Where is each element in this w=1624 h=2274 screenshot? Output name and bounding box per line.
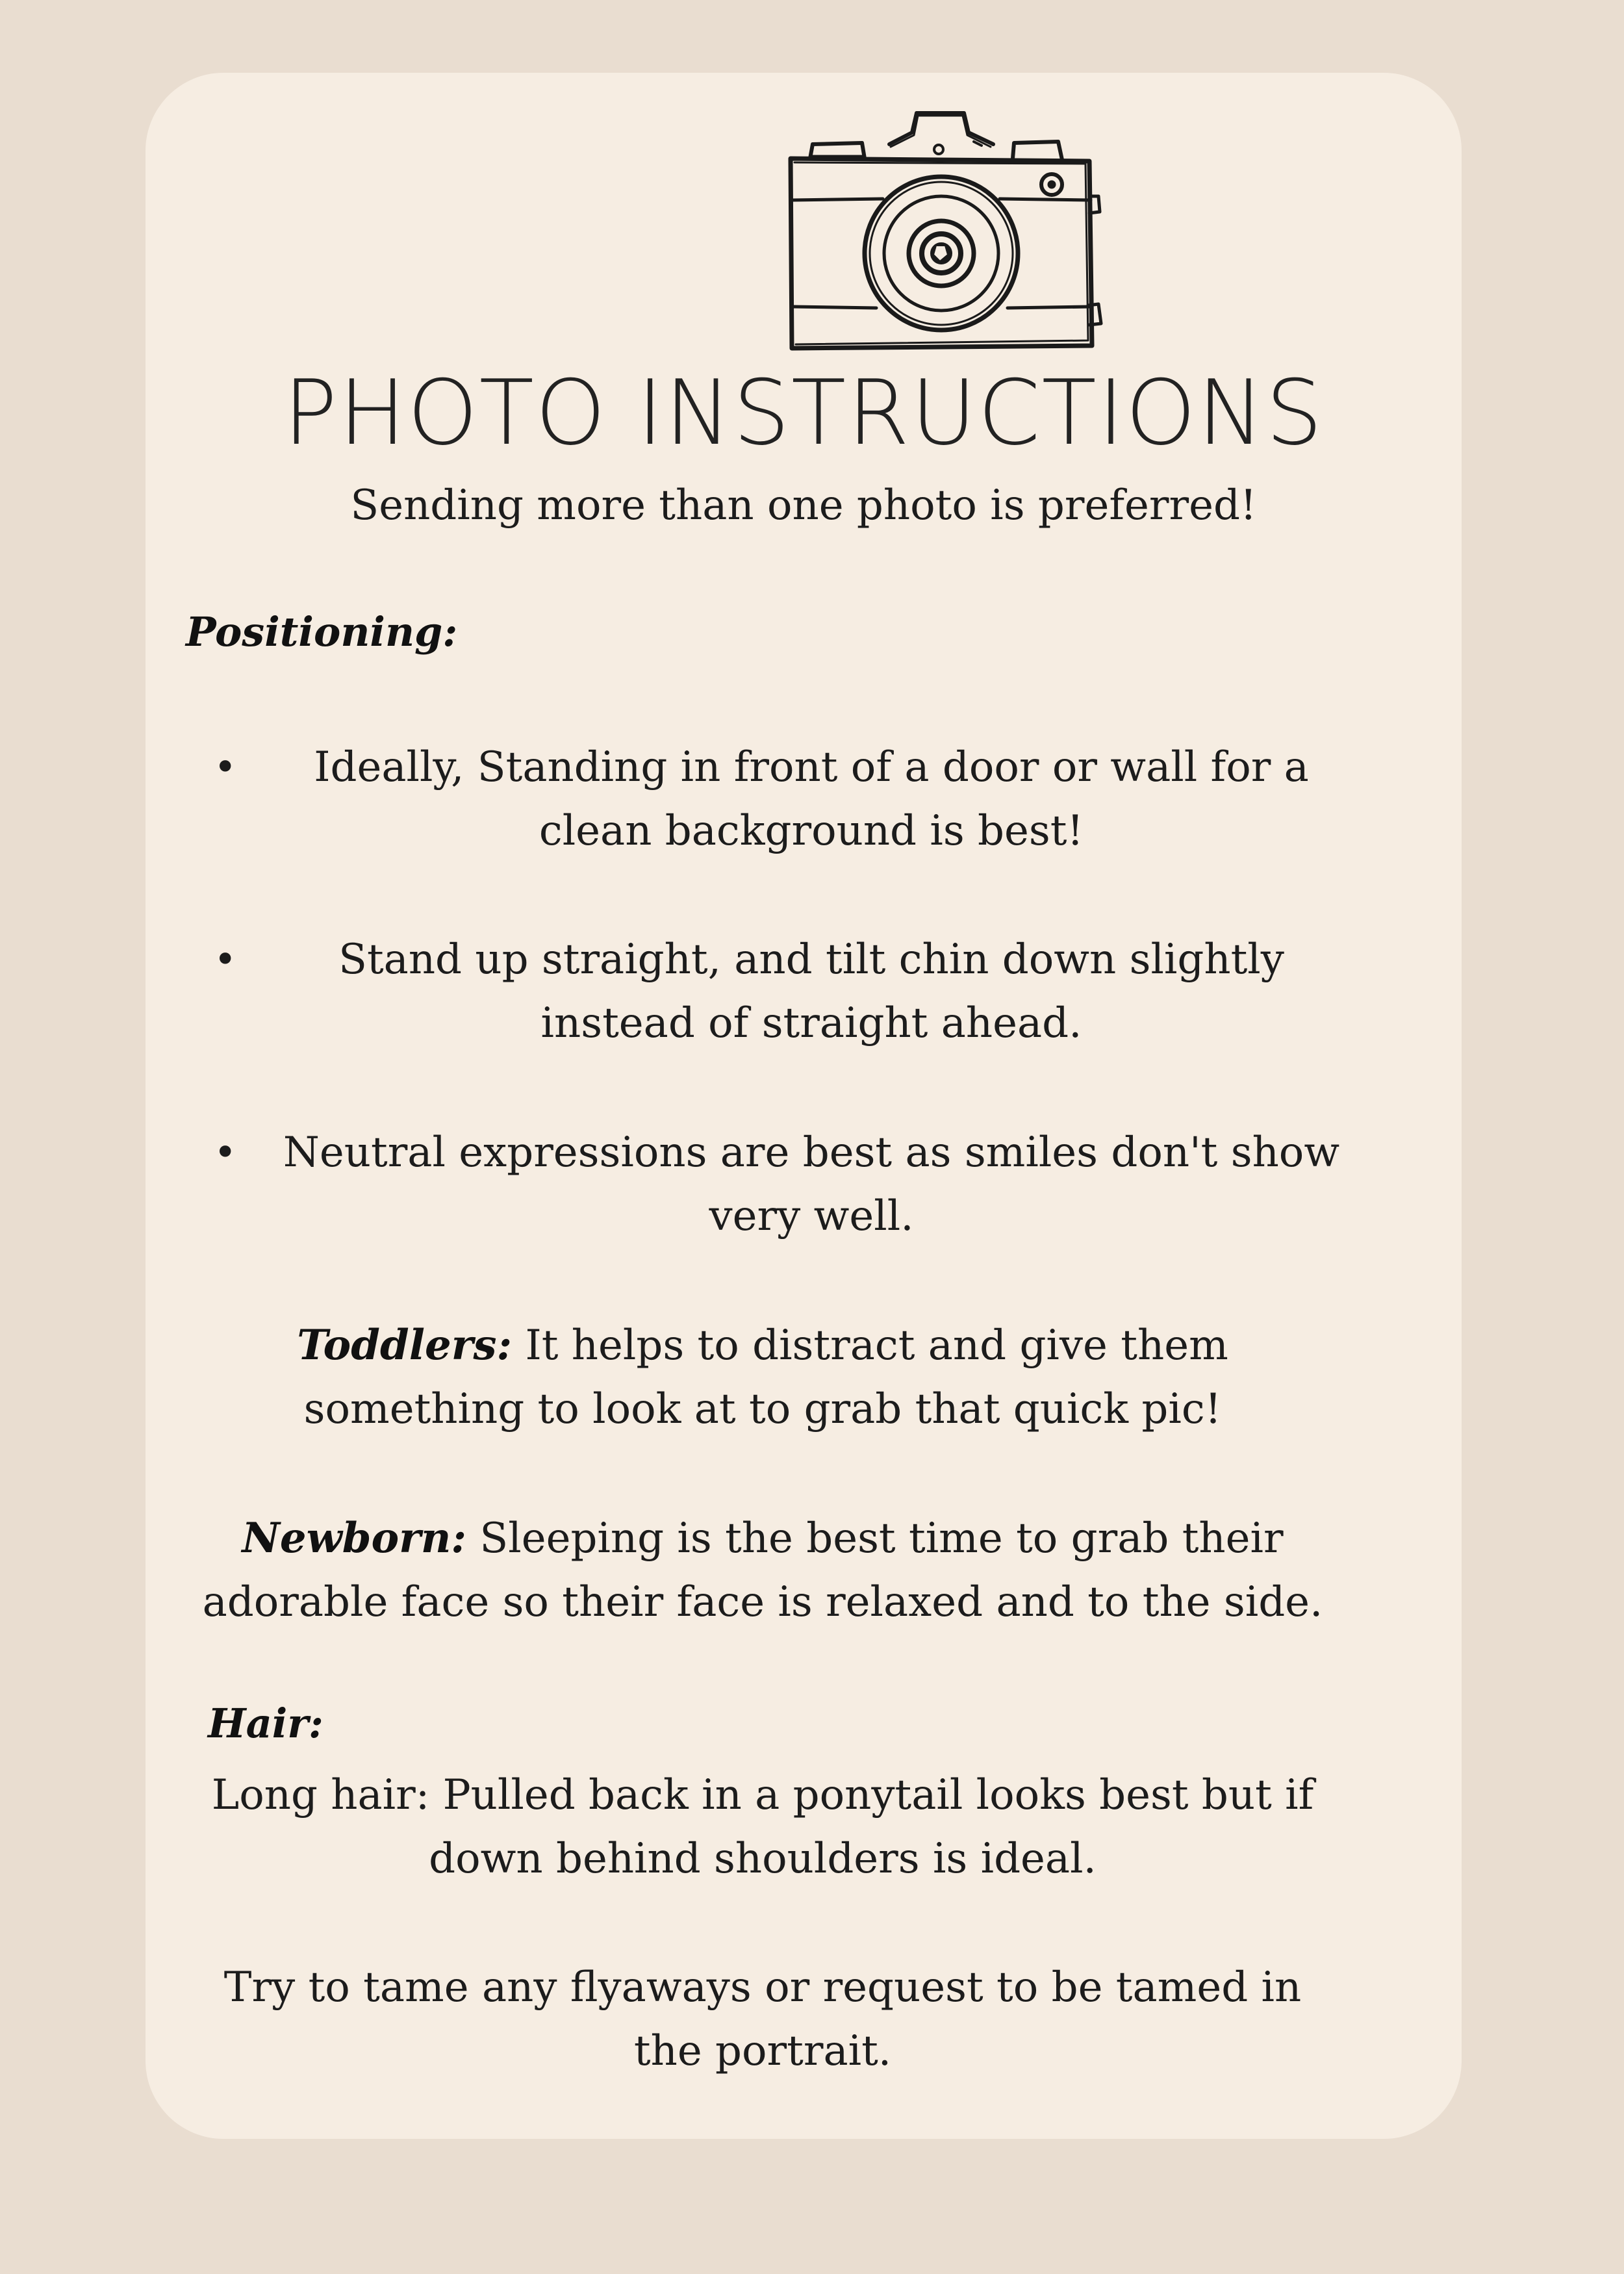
instructions-card (146, 73, 1462, 2139)
positioning-bullet-3: Neutral expressions are best as smiles don't show very well. (283, 1129, 1340, 1240)
toddlers-text: It helps to distract and give them something to look at to grab that quick pic! (303, 1322, 1228, 1433)
flyaways-paragraph: Try to tame any flyaways or request to be tamed in the portrait. (223, 1963, 1302, 2075)
hair-heading: Hair: (208, 1700, 324, 1747)
page-title: PHOTO INSTRUCTIONS (283, 361, 1324, 465)
newborn-text: Sleeping is the best time to grab their adorable face so their face is relaxed and to the side. (202, 1514, 1323, 1626)
positioning-bullet-1: Ideally, Standing in front of a door or wall for a clean background is best! (314, 743, 1309, 855)
subtitle: Sending more than one photo is preferred! (350, 481, 1257, 530)
positioning-heading: Positioning: (186, 608, 458, 656)
newborn-paragraph (184, 1507, 1341, 1634)
toddlers-paragraph (184, 1314, 1341, 1441)
toddlers-label: Toddlers: (297, 1321, 513, 1370)
newborn-label: Newborn: (242, 1514, 467, 1563)
bullet-1-symbol: • (214, 745, 237, 790)
bullet-2-symbol: • (214, 937, 237, 982)
long-hair-paragraph: Long hair: Pulled back in a ponytail looks best but if down behind shoulders is ideal. (211, 1771, 1314, 1883)
camera-icon (779, 99, 1104, 372)
positioning-bullet-2: Stand up straight, and tilt chin down slightly instead of straight ahead. (338, 936, 1284, 1047)
bullet-3-symbol: • (214, 1130, 237, 1175)
